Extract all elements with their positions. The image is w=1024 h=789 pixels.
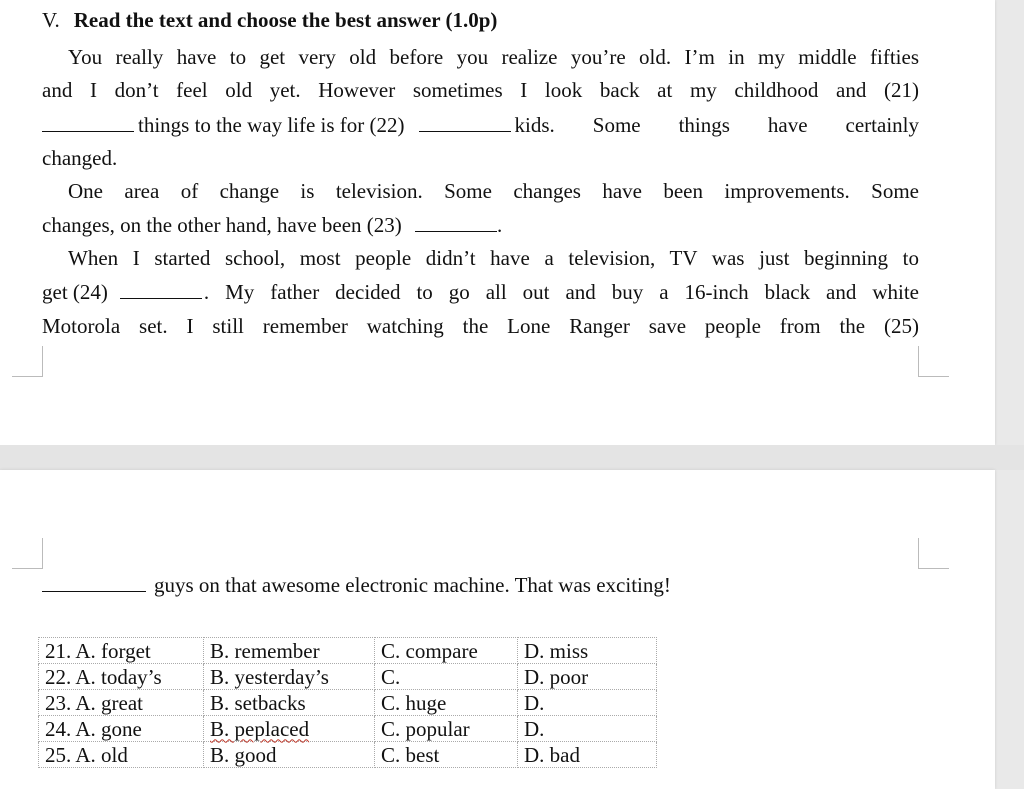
option-a-21[interactable]: 21. A. forget [39,638,204,664]
page-gap [0,445,1024,470]
passage-line-8 [42,279,919,305]
option-a-25[interactable]: 25. A. old [39,742,204,768]
passage-line-8-a: get (24) [42,280,108,304]
option-a-24[interactable]: 24. A. gone [39,716,204,742]
option-b-24-text: B. peplaced [210,716,310,741]
passage-line-5: One area of change is television. Some changes have been improvements. Some [68,179,919,203]
passage-line-1: You really have to get very old before you realize you’re old. I’m in my middle fifties [68,45,919,69]
passage-line-3-a: things to the way life is for (22) [138,113,405,137]
table-row [39,716,657,742]
passage-line-3 [42,112,919,138]
option-b-24[interactable] [204,716,375,742]
passage-line-6-b: . [497,213,503,237]
option-d-22[interactable]: D. poor [518,664,657,690]
option-d-23[interactable]: D. [518,690,657,716]
section-heading [42,8,497,33]
margin-corner-mark [12,346,43,377]
option-b-22[interactable]: B. yesterday’s [204,664,375,690]
passage-line-6-a: changes, on the other hand, have been (23) [42,213,402,237]
option-c-25[interactable]: C. best [375,742,518,768]
option-d-24[interactable]: D. [518,716,657,742]
margin-corner-mark [918,538,949,569]
blank-24[interactable] [120,280,202,299]
option-a-22[interactable]: 22. A. today’s [39,664,204,690]
option-b-21[interactable]: B. remember [204,638,375,664]
table-row [39,664,657,690]
window-right-edge [995,0,1024,789]
option-c-23[interactable]: C. huge [375,690,518,716]
passage-line-7: When I started school, most people didn’t have a television, TV was just beginning to [68,246,919,270]
section-number: V. [42,8,60,32]
passage-line-2: and I don’t feel old yet. However sometimes I look back at my childhood and (21) [42,78,919,102]
option-b-25[interactable]: B. good [204,742,375,768]
option-c-22[interactable]: C. [375,664,518,690]
blank-25[interactable] [42,573,146,592]
blank-23[interactable] [415,213,497,232]
option-d-21[interactable]: D. miss [518,638,657,664]
option-c-24[interactable]: C. popular [375,716,518,742]
table-row [39,742,657,768]
passage-line-8-b: . My father decided to go all out and buy a 16-inch black and white [203,280,919,304]
passage-line-9: Motorola set. I still remember watching the Lone Ranger save people from the (25) [42,314,919,338]
option-c-21[interactable]: C. compare [375,638,518,664]
table-row [39,690,657,716]
answer-options-table [38,637,657,768]
option-a-23[interactable]: 23. A. great [39,690,204,716]
passage-line-10-text: guys on that awesome electronic machine. That was exciting! [154,573,671,597]
option-d-25[interactable]: D. bad [518,742,657,768]
table-row [39,638,657,664]
passage-line-10 [42,572,919,598]
margin-corner-mark [12,538,43,569]
blank-22[interactable] [419,113,511,132]
blank-21[interactable] [42,113,134,132]
passage-line-3-b: kids. Some things have certainly [514,113,919,137]
passage-line-6 [42,212,919,238]
passage-line-4: changed. [42,146,118,170]
option-b-23[interactable]: B. setbacks [204,690,375,716]
section-title: Read the text and choose the best answer (1.0p) [73,8,498,32]
margin-corner-mark [918,346,949,377]
